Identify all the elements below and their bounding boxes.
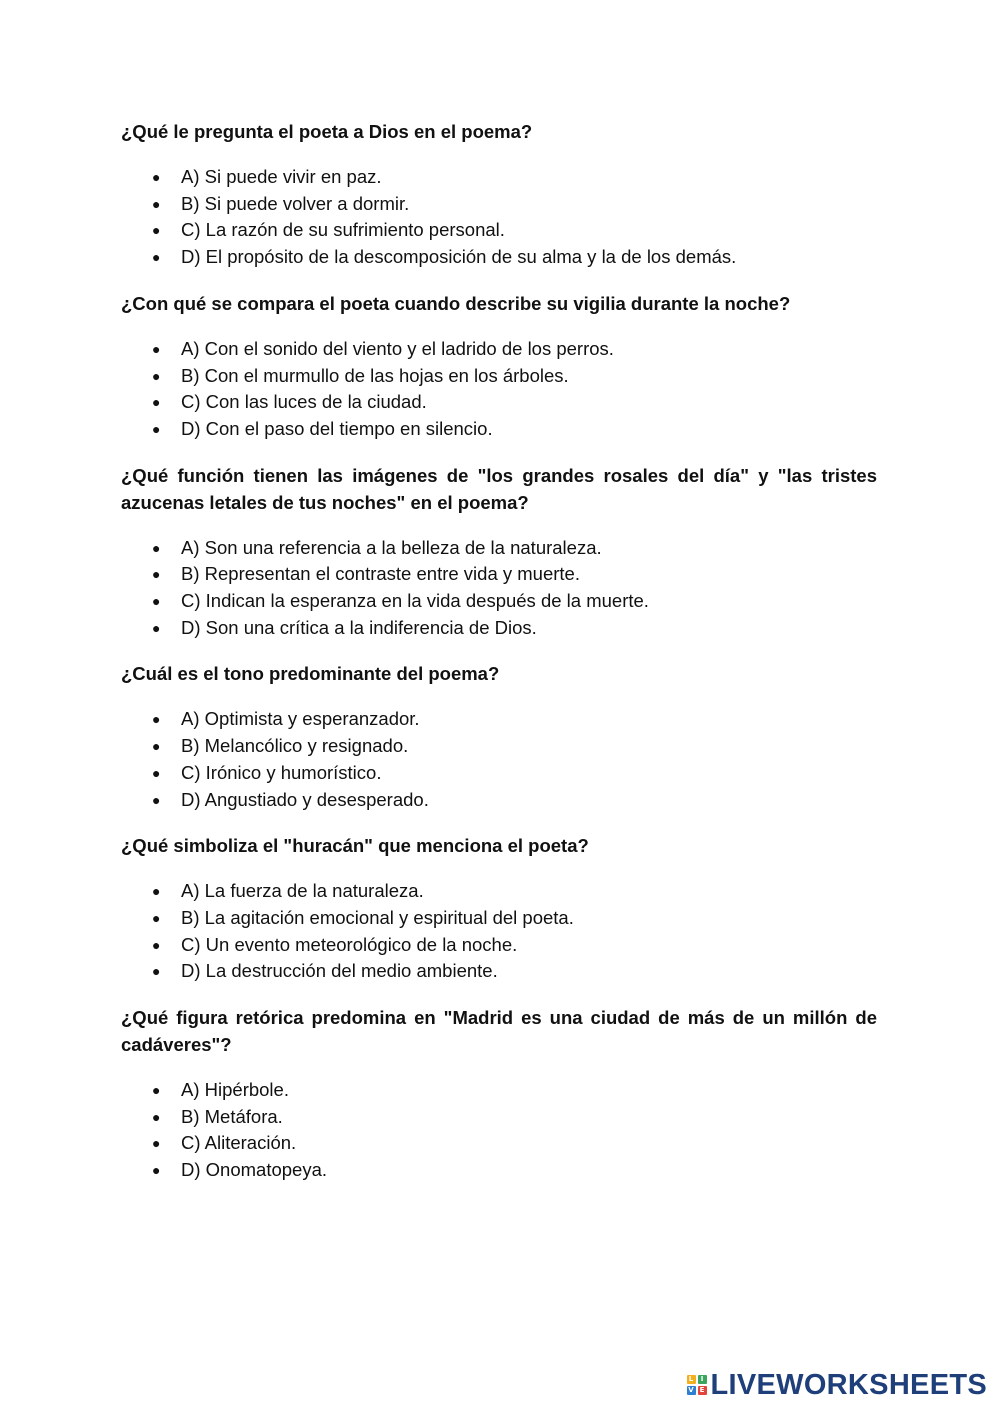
option-text: C) Aliteración. <box>181 1132 297 1154</box>
option-a <box>121 878 877 905</box>
bullet-icon: ● <box>152 909 161 926</box>
option-c <box>121 217 877 244</box>
bullet-icon: ● <box>152 883 161 900</box>
option-text: B) Con el murmullo de las hojas en los árboles. <box>181 364 569 386</box>
option-b <box>121 733 877 760</box>
option-text: A) Son una referencia a la belleza de la naturaleza. <box>181 536 602 558</box>
bullet-icon: ● <box>152 169 161 185</box>
bullet-icon: ● <box>152 1108 161 1125</box>
logo-block-l: L <box>687 1375 696 1384</box>
logo-mark-icon <box>687 1375 707 1395</box>
bullet-icon: ● <box>152 791 161 808</box>
bullet-icon: ● <box>152 340 161 357</box>
bullet-icon: ● <box>152 738 161 755</box>
option-a <box>121 336 877 363</box>
option-b <box>121 191 877 218</box>
option-list <box>121 535 877 642</box>
bullet-icon: ● <box>152 566 161 583</box>
question-3 <box>121 462 877 642</box>
option-list <box>121 336 877 443</box>
option-text: C) Indican la esperanza en la vida después de la muerte. <box>181 590 649 612</box>
option-a <box>121 1077 877 1104</box>
option-a <box>121 706 877 733</box>
question-6 <box>121 1004 877 1184</box>
option-c <box>121 389 877 416</box>
logo-block-i: I <box>698 1375 707 1384</box>
option-text: D) Con el paso del tiempo en silencio. <box>181 417 493 439</box>
option-text: D) El propósito de la descomposición de su alma y la de los demás. <box>181 246 737 268</box>
question-2 <box>121 290 877 443</box>
option-b <box>121 1104 877 1131</box>
option-text: B) Metáfora. <box>181 1105 283 1127</box>
option-d <box>121 615 877 642</box>
logo-block-e: E <box>698 1386 707 1395</box>
bullet-icon: ● <box>152 1162 161 1179</box>
option-d <box>121 244 877 271</box>
bullet-icon: ● <box>152 619 161 636</box>
option-b <box>121 905 877 932</box>
bullet-icon: ● <box>152 1082 161 1099</box>
option-text: D) Son una crítica a la indiferencia de Dios. <box>181 616 537 638</box>
option-text: C) Con las luces de la ciudad. <box>181 391 427 413</box>
bullet-icon: ● <box>152 539 161 556</box>
option-c <box>121 1130 877 1157</box>
question-1 <box>121 118 877 271</box>
bullet-icon: ● <box>152 936 161 953</box>
option-c <box>121 932 877 959</box>
option-text: B) Melancólico y resignado. <box>181 735 409 757</box>
option-b <box>121 561 877 588</box>
option-text: A) Si puede vivir en paz. <box>181 166 382 187</box>
option-text: D) Onomatopeya. <box>181 1159 328 1181</box>
question-title: ¿Cuál es el tono predominante del poema? <box>121 663 500 685</box>
bullet-icon: ● <box>152 195 161 212</box>
option-list <box>121 706 877 813</box>
option-d <box>121 416 877 443</box>
option-list <box>121 878 877 985</box>
option-c <box>121 760 877 787</box>
question-title: ¿Qué figura retórica predomina en "Madrid es una ciudad de más de un millón de cadáveres"? <box>121 1007 877 1056</box>
option-text: C) Un evento meteorológico de la noche. <box>181 933 518 955</box>
bullet-icon: ● <box>152 1135 161 1152</box>
logo-block-v: V <box>688 1386 694 1394</box>
question-title: ¿Qué simboliza el "huracán" que menciona el poeta? <box>121 835 589 857</box>
liveworksheets-logo[interactable] <box>687 1370 988 1400</box>
option-d <box>121 1157 877 1184</box>
bullet-icon: ● <box>152 711 161 728</box>
option-text: A) La fuerza de la naturaleza. <box>181 880 424 902</box>
option-c <box>121 588 877 615</box>
worksheet <box>121 118 877 1203</box>
question-title: ¿Qué función tienen las imágenes de "los grandes rosales del día" y "las tristes azucenas letales de tus noches" en el poema? <box>121 464 877 513</box>
bullet-icon: ● <box>152 764 161 781</box>
option-text: C) Irónico y humorístico. <box>181 761 382 783</box>
bullet-icon: ● <box>152 367 161 384</box>
logo-text: LIVEWORKSHEETS <box>710 1368 987 1401</box>
bullet-icon: ● <box>152 394 161 411</box>
bullet-icon: ● <box>152 222 161 239</box>
option-text: B) La agitación emocional y espiritual del poeta. <box>181 906 574 928</box>
option-d <box>121 787 877 814</box>
option-list <box>121 1077 877 1184</box>
option-b <box>121 363 877 390</box>
option-text: B) Representan el contraste entre vida y muerte. <box>181 563 580 585</box>
option-d <box>121 958 877 985</box>
question-5 <box>121 832 877 985</box>
option-text: A) Hipérbole. <box>181 1079 289 1101</box>
option-text: D) La destrucción del medio ambiente. <box>181 960 498 982</box>
bullet-icon: ● <box>152 593 161 610</box>
option-text: C) La razón de su sufrimiento personal. <box>181 219 505 241</box>
option-text: D) Angustiado y desesperado. <box>181 788 429 810</box>
option-text: B) Si puede volver a dormir. <box>181 192 410 214</box>
option-text: A) Con el sonido del viento y el ladrido de los perros. <box>181 337 614 359</box>
option-text: A) Optimista y esperanzador. <box>181 708 420 730</box>
option-a <box>121 535 877 562</box>
question-title: ¿Qué le pregunta el poeta a Dios en el poema? <box>121 121 533 142</box>
question-4 <box>121 660 877 813</box>
bullet-icon: ● <box>152 420 161 437</box>
bullet-icon: ● <box>152 249 161 266</box>
option-a <box>121 164 877 191</box>
question-title: ¿Con qué se compara el poeta cuando describe su vigilia durante la noche? <box>121 292 791 314</box>
option-list <box>121 164 877 271</box>
bullet-icon: ● <box>152 963 161 980</box>
